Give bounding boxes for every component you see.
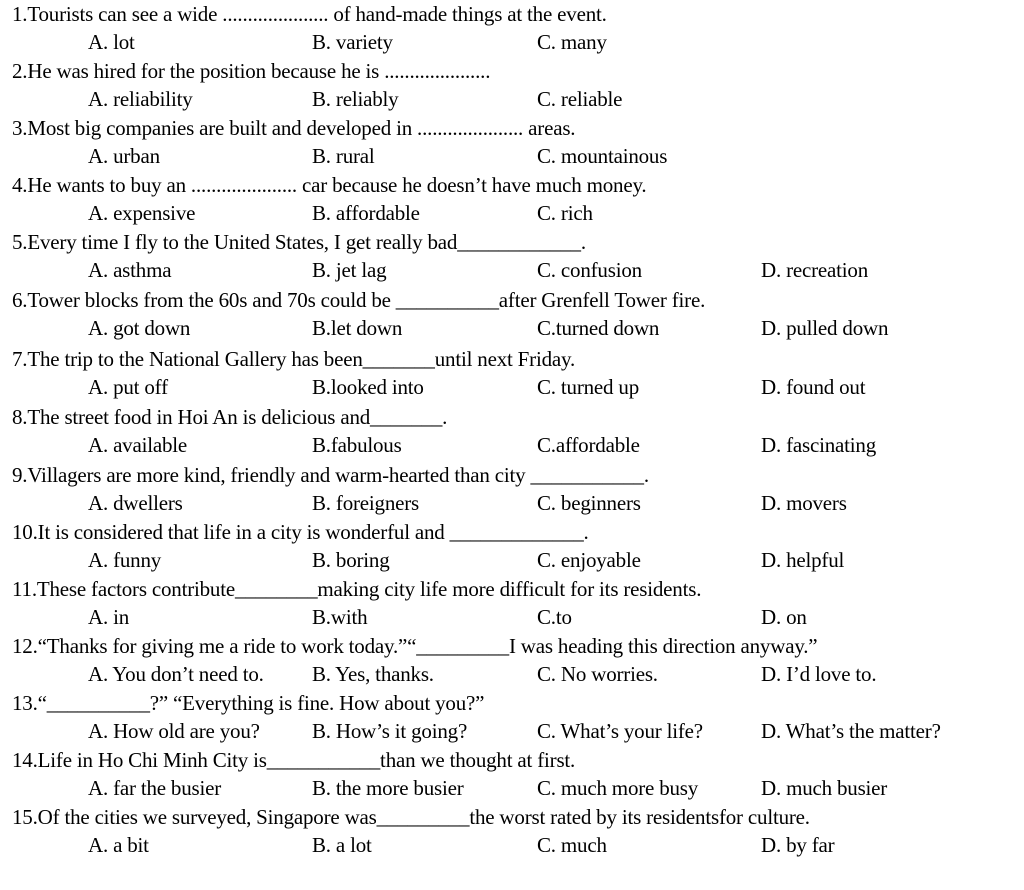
- option-b: B. Yes, thanks.: [312, 662, 434, 686]
- question-stem: 9.Villagers are more kind, friendly and warm-hearted than city ___________.: [12, 463, 649, 487]
- option-b: B. rural: [312, 144, 375, 168]
- question-10: [0, 518, 1024, 575]
- option-d: D. recreation: [761, 258, 869, 282]
- option-b: B. foreigners: [312, 491, 420, 515]
- option-a: A. reliability: [88, 87, 193, 111]
- option-d: D. movers: [761, 491, 847, 515]
- question-2: [0, 57, 1024, 114]
- question-8: [0, 403, 1024, 460]
- question-13: [0, 689, 1024, 746]
- option-d: D. helpful: [761, 548, 845, 572]
- option-c: C. mountainous: [537, 144, 668, 168]
- question-1: [0, 0, 1024, 57]
- question-stem: 14.Life in Ho Chi Minh City is___________than we thought at first.: [12, 748, 576, 772]
- option-a: A. asthma: [88, 258, 172, 282]
- option-c: C. many: [537, 30, 607, 54]
- option-b: B. a lot: [312, 833, 372, 857]
- option-b: B.looked into: [312, 375, 424, 399]
- question-15: [0, 803, 1024, 860]
- option-a: A. got down: [88, 316, 191, 340]
- question-stem: 12.“Thanks for giving me a ride to work today.”“_________I was heading this direction anyway.”: [12, 634, 818, 658]
- option-d: D. found out: [761, 375, 866, 399]
- option-a: A. a bit: [88, 833, 149, 857]
- option-b: B. How’s it going?: [312, 719, 468, 743]
- option-b: B. variety: [312, 30, 393, 54]
- option-d: D. pulled down: [761, 316, 889, 340]
- option-c: C.turned down: [537, 316, 660, 340]
- question-7: [0, 345, 1024, 402]
- option-b: B.let down: [312, 316, 403, 340]
- option-b: B.with: [312, 605, 368, 629]
- question-4: [0, 171, 1024, 228]
- option-a: A. available: [88, 433, 188, 457]
- option-a: A. put off: [88, 375, 168, 399]
- question-6: [0, 286, 1024, 343]
- option-b: B. affordable: [312, 201, 420, 225]
- option-a: A. far the busier: [88, 776, 222, 800]
- question-stem: 15.Of the cities we surveyed, Singapore was_________the worst rated by its residentsfor culture.: [12, 805, 810, 829]
- question-stem: 2.He was hired for the position because he is .....................: [12, 59, 491, 83]
- option-a: A. in: [88, 605, 130, 629]
- question-stem: 7.The trip to the National Gallery has been_______until next Friday.: [12, 347, 575, 371]
- question-stem: 13.“__________?” “Everything is fine. How about you?”: [12, 691, 485, 715]
- option-c: C. No worries.: [537, 662, 658, 686]
- option-c: C. enjoyable: [537, 548, 641, 572]
- option-c: C. confusion: [537, 258, 642, 282]
- question-stem: 3.Most big companies are built and developed in ..................... areas.: [12, 116, 576, 140]
- option-c: C. much more busy: [537, 776, 699, 800]
- option-c: C. What’s your life?: [537, 719, 703, 743]
- question-stem: 10.It is considered that life in a city is wonderful and _____________.: [12, 520, 589, 544]
- option-c: C. turned up: [537, 375, 640, 399]
- option-b: B. boring: [312, 548, 390, 572]
- option-d: D. much busier: [761, 776, 888, 800]
- option-c: C. beginners: [537, 491, 641, 515]
- option-c: C. rich: [537, 201, 593, 225]
- option-c: C. much: [537, 833, 607, 857]
- option-a: A. funny: [88, 548, 162, 572]
- option-a: A. expensive: [88, 201, 196, 225]
- option-b: B. jet lag: [312, 258, 387, 282]
- question-stem: 8.The street food in Hoi An is delicious and_______.: [12, 405, 448, 429]
- question-stem: 6.Tower blocks from the 60s and 70s could be __________after Grenfell Tower fire.: [12, 288, 706, 312]
- question-3: [0, 114, 1024, 171]
- option-a: A. urban: [88, 144, 160, 168]
- question-stem: 5.Every time I fly to the United States, I get really bad____________.: [12, 230, 586, 254]
- question-14: [0, 746, 1024, 803]
- option-c: C. reliable: [537, 87, 623, 111]
- question-stem: 11.These factors contribute________making city life more difficult for its residents.: [12, 577, 702, 601]
- option-d: D. I’d love to.: [761, 662, 877, 686]
- option-d: D. on: [761, 605, 807, 629]
- option-b: B. the more busier: [312, 776, 464, 800]
- option-a: A. dwellers: [88, 491, 183, 515]
- option-a: A. How old are you?: [88, 719, 260, 743]
- question-stem: 1.Tourists can see a wide ..................... of hand-made things at the event.: [12, 2, 607, 26]
- question-5: [0, 228, 1024, 285]
- option-a: A. lot: [88, 30, 135, 54]
- question-12: [0, 632, 1024, 689]
- option-b: B.fabulous: [312, 433, 402, 457]
- option-d: D. by far: [761, 833, 835, 857]
- question-9: [0, 461, 1024, 518]
- question-11: [0, 575, 1024, 632]
- option-d: D. fascinating: [761, 433, 876, 457]
- option-c: C.to: [537, 605, 572, 629]
- option-a: A. You don’t need to.: [88, 662, 264, 686]
- option-c: C.affordable: [537, 433, 640, 457]
- question-stem: 4.He wants to buy an ..................... car because he doesn’t have much money.: [12, 173, 647, 197]
- option-d: D. What’s the matter?: [761, 719, 941, 743]
- option-b: B. reliably: [312, 87, 399, 111]
